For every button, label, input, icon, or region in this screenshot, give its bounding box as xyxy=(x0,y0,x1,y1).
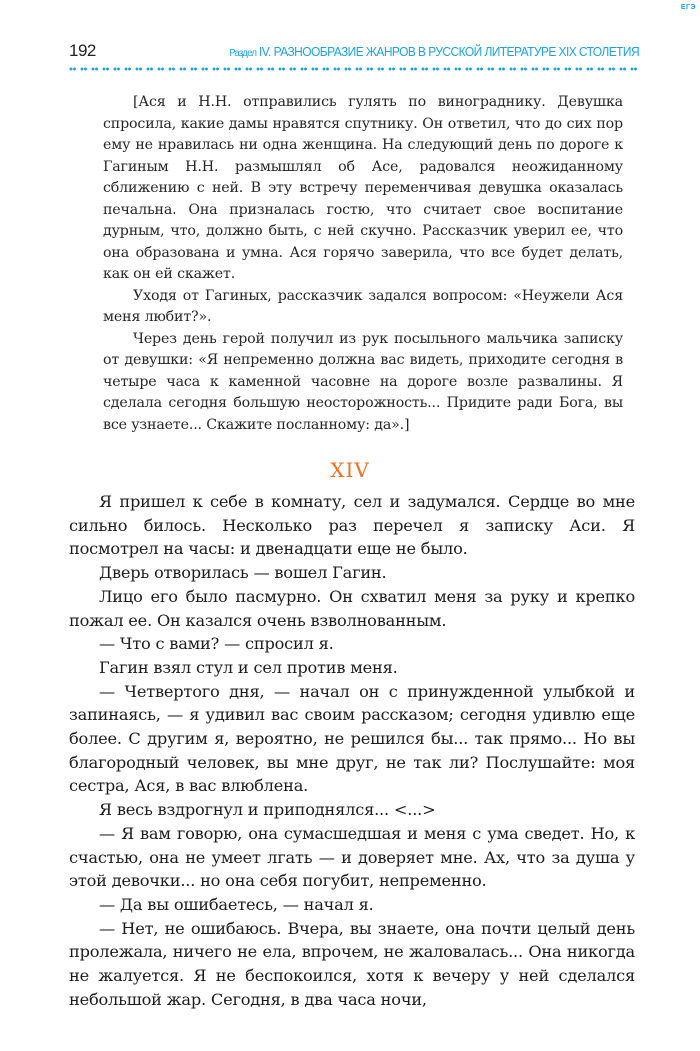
header-row xyxy=(69,41,639,61)
text-paragraph: — Четвертого дня, — начал он с принужденной улыбкой и запинаясь, — я удивил вас своим рассказом; сегодня удивлю еще более. С другим я, вероятно, не решился бы... так прямо... Но вы благородный человек, вы мне друг, не так ли? Послушайте: моя сестра, Ася, в вас влюблена. xyxy=(69,681,635,796)
main-text xyxy=(69,490,635,1011)
summary-paragraph: Уходя от Гагиных, рассказчик задался вопросом: «Неужели Ася меня любит?». xyxy=(103,287,623,325)
summary-paragraph: [Ася и Н.Н. отправились гулять по винограднику. Девушка спросила, какие дамы нравятся спутнику. Он ответил, что до сих пор ему не нравилась ни одна женщина. На следующий день по дороге к Гагиным Н.Н. размышлял об Асе, радовался неожиданному сближению с ней. В эту встречу переменчивая девушка оказалась печальна. Она призналась гостю, что считает свое воспитание дурным, что, должно быть, с ней скучно. Рассказчик уверил ее, что она образована и умна. Ася горячо заверила, что все будет делать, как он ей скажет. xyxy=(103,94,623,282)
text-paragraph: Я пришел к себе в комнату, сел и задумался. Сердце во мне сильно билось. Несколько раз перечел я записку Аси. Я посмотрел на часы: и двенадцати еще не было. xyxy=(69,492,635,559)
text-paragraph: Лицо его было пасмурно. Он схватил меня за руку и крепко пожал ее. Он казался очень взволнованным. xyxy=(69,586,635,630)
summary-paragraph: Через день герой получил из рук посыльного мальчика записку от девушки: «Я непременно должна вас видеть, приходите сегодня в четыре часа к каменной часовне на дороге возле развалины. Я сделала сегодня большую неосторожность... Придите ради Бога, вы все узнаете... Скажите посланному: да».] xyxy=(103,330,623,433)
section-title: РАЗНООБРАЗИЕ ЖАНРОВ В РУССКОЙ ЛИТЕРАТУРЕ XIX СТОЛЕТИЯ xyxy=(273,45,639,59)
text-paragraph: — Нет, не ошибаюсь. Вчера, вы знаете, она почти целый день пролежала, ничего не ела, впрочем, не жаловалась... Она никогда не жалуется. Я не беспокоился, хотя к вечеру у ней сделался небольшой жар. Сегодня, в два часа ночи, xyxy=(69,918,635,1009)
text-paragraph: Я весь вздрогнул и приподнялся... <...> xyxy=(99,800,436,820)
text-paragraph: — Что с вами? — спросил я. xyxy=(99,634,334,654)
header-ornament-divider xyxy=(69,66,639,72)
text-paragraph: Дверь отворилась — вошел Гагин. xyxy=(99,563,387,583)
section-number: IV. xyxy=(258,45,271,59)
page-number: 192 xyxy=(69,41,96,60)
chapter-numeral: XIV xyxy=(330,458,370,482)
text-paragraph: — Да вы ошибаетесь, — начал я. xyxy=(99,894,374,914)
running-title xyxy=(229,45,639,59)
text-paragraph: — Я вам говорю, она сумасшедшая и меня с ума сведет. Но, к счастью, она не умеет лгать — и доверяет мне. Ах, что за душа у этой девочки... но она себя погубит, непременно. xyxy=(69,823,635,891)
chapter-summary xyxy=(103,92,623,436)
text-paragraph: Гагин взял стул и сел против меня. xyxy=(99,657,398,677)
corner-logo-mark: ЕГЭ xyxy=(680,4,696,11)
section-word: Раздел xyxy=(229,48,257,59)
page-header xyxy=(69,41,639,72)
